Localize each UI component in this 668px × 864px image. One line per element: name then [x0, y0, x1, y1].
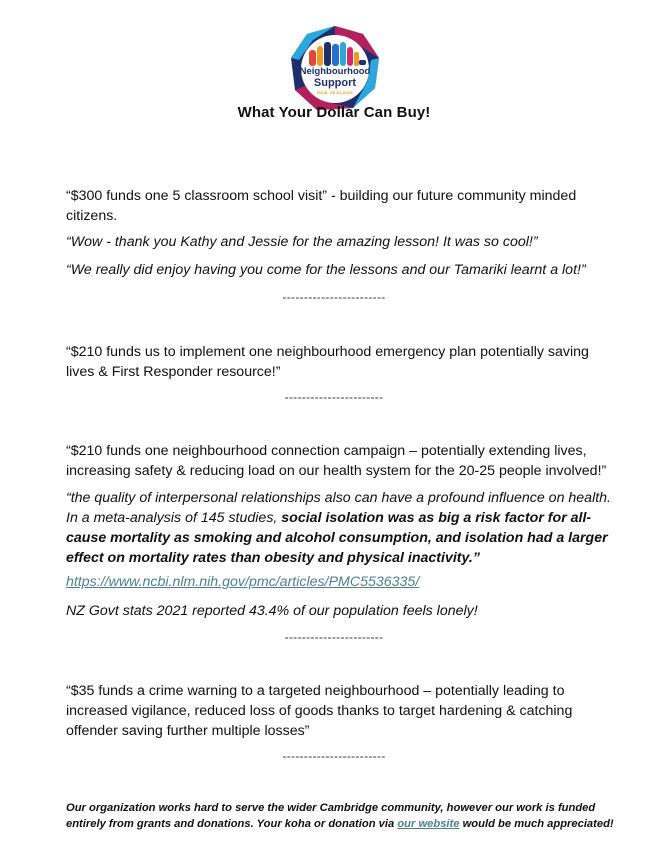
section-1-quote-1: “Wow - thank you Kathy and Jessie for the amazing lesson! It was so cool!”	[66, 234, 538, 250]
section-1-lead: “$300 funds one 5 classroom school visit” - building our future community minded citizens.	[66, 188, 577, 224]
section-1-quote-2: “We really did enjoy having you come for the lessons and our Tamariki learnt a lot!”	[66, 262, 586, 278]
section-separator: -----------------------	[284, 630, 384, 644]
quote-bold-text: social isolation was as big a risk factor for all-cause mortality as smoking and alcohol consumption, and isolation had a larger effect on mortality rates than obesity and physical inactivity.”	[66, 510, 608, 566]
footer-text-after: would be much appreciated!	[459, 818, 614, 830]
loneliness-stat: NZ Govt stats 2021 reported 43.4% of our population feels lonely!	[66, 603, 478, 619]
footer-text-before: Our organization works hard to serve the wider Cambridge community, however our work is funded entirely from grants and donations. Your koha or donation via	[66, 802, 596, 830]
section-separator: -----------------------	[284, 390, 384, 404]
logo-line-1: Neighbourhood	[299, 66, 371, 77]
logo-line-3: NEW ZEALAND	[316, 90, 354, 95]
logo-line-2: Support	[313, 77, 357, 89]
section-separator: ------------------------	[282, 749, 386, 763]
page-title: What Your Dollar Can Buy!	[237, 104, 431, 121]
neighbourhood-support-logo	[287, 24, 383, 114]
footer-note	[66, 800, 626, 832]
section-3-lead: “$210 funds one neighbourhood connection campaign – potentially extending lives, increasing safety & reducing load on our health system for the 20-25 people involved!”	[66, 443, 607, 479]
section-2-lead: “$210 funds us to implement one neighbourhood emergency plan potentially saving lives & First Responder resource!”	[66, 344, 589, 380]
section-4-lead: “$35 funds a crime warning to a targeted neighbourhood – potentially leading to increased vigilance, reduced loss of goods thanks to target hardening & catching offender saving further multiple losses”	[66, 683, 573, 739]
section-separator: ------------------------	[282, 290, 386, 304]
section-3-research-quote	[66, 488, 611, 568]
website-link[interactable]: our website	[397, 818, 460, 830]
research-article-link[interactable]: https://www.ncbi.nlm.nih.gov/pmc/articles/PMC5536335/	[66, 574, 420, 590]
quote-plain-text: “the quality of interpersonal relationships also can have a profound influence on health. In a meta-analysis of 145 studies,	[66, 490, 611, 526]
